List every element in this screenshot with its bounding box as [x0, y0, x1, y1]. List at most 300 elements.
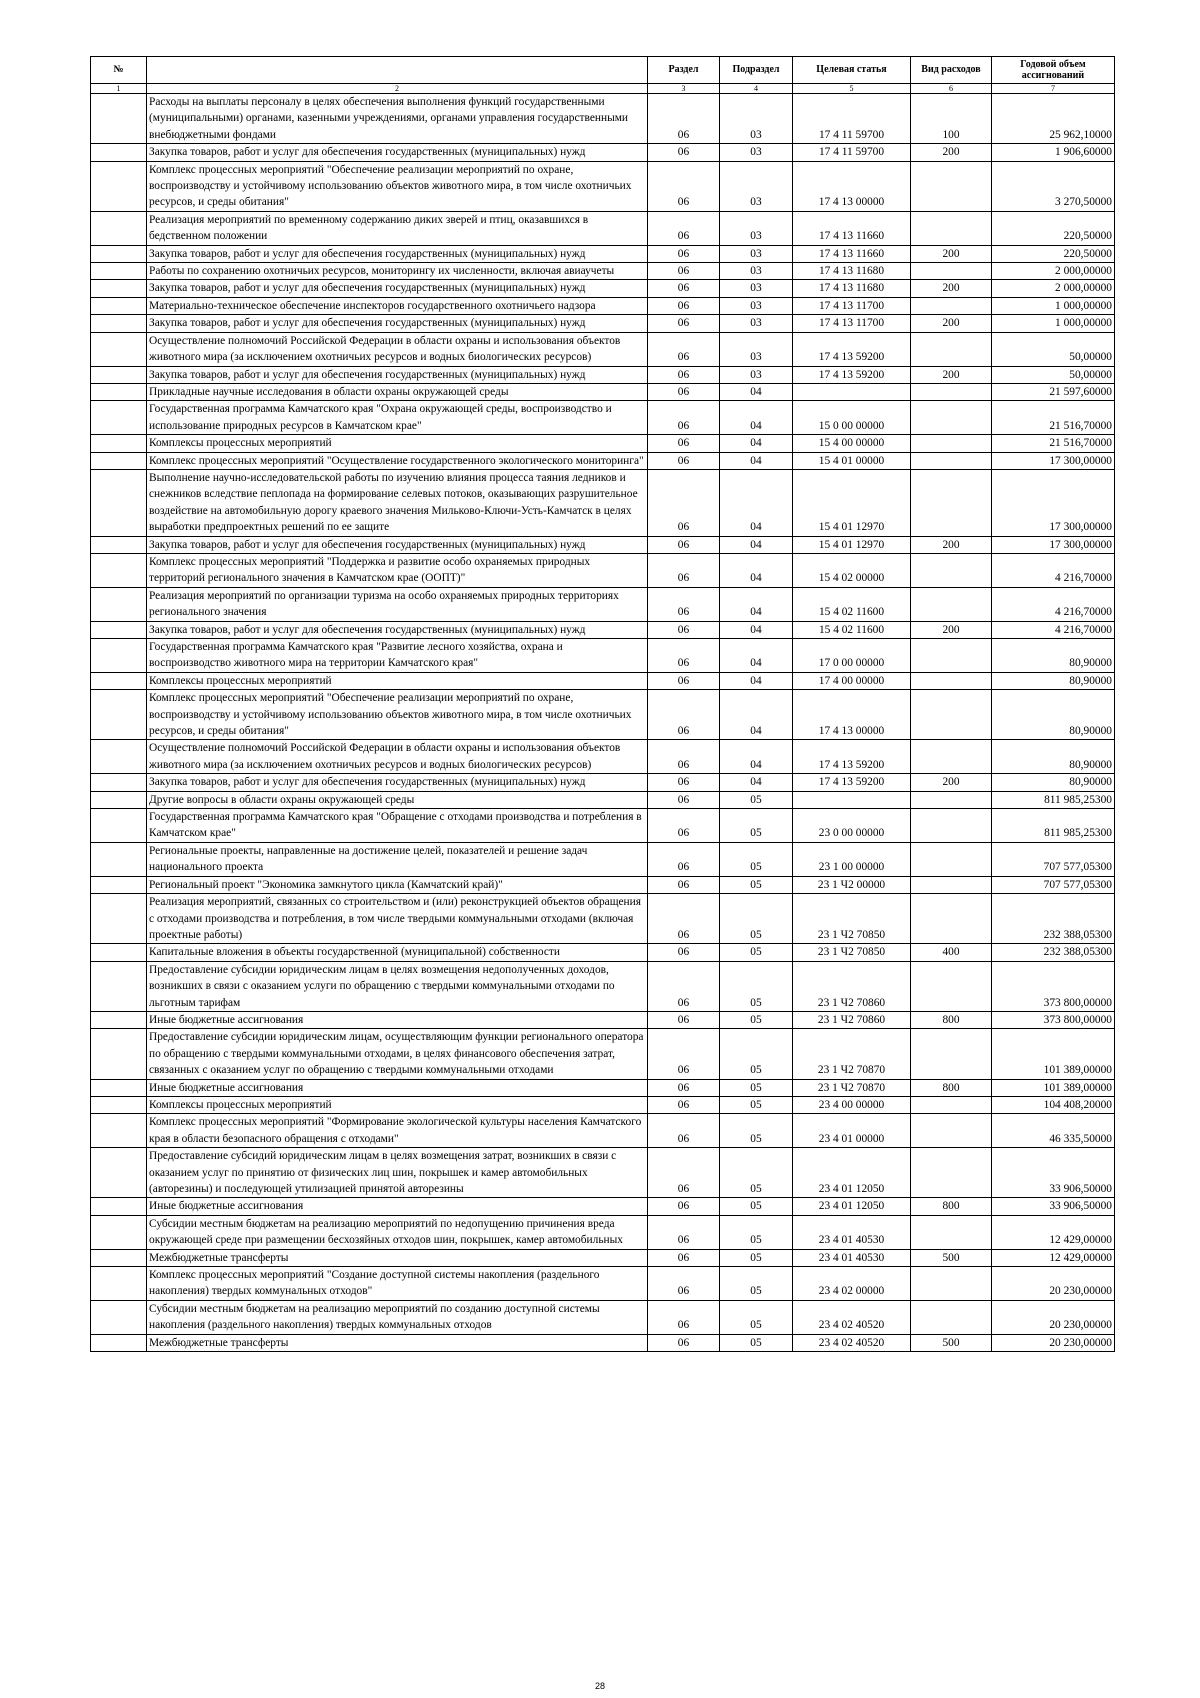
row-num [91, 1198, 147, 1215]
row-razdel: 06 [648, 536, 720, 553]
column-number: 5 [793, 84, 911, 94]
row-amount: 80,90000 [992, 740, 1115, 774]
row-vid [911, 211, 992, 245]
row-razdel: 06 [648, 1114, 720, 1148]
row-vid [911, 690, 992, 740]
table-row [91, 297, 1115, 314]
row-num [91, 94, 147, 144]
row-num [91, 1029, 147, 1079]
row-podrazdel: 05 [720, 842, 793, 876]
row-razdel: 06 [648, 1198, 720, 1215]
table-row [91, 245, 1115, 262]
row-num [91, 690, 147, 740]
row-num [91, 876, 147, 893]
row-target: 17 4 13 59200 [793, 332, 911, 366]
row-razdel: 06 [648, 332, 720, 366]
row-podrazdel: 04 [720, 639, 793, 673]
row-name: Осуществление полномочий Российской Федерации в области охраны и использования объектов животного мира (за исключением охотничьих ресурсов и водных биологических ресурсов) [147, 740, 648, 774]
row-num [91, 1267, 147, 1301]
row-name: Предоставление субсидий юридическим лицам в целях возмещения затрат, возникших в связи с оказанием услуг по принятию от физических лиц шин, покрышек и камер автомобильных (авторезины) и последующей утилизацией принятой авторезины [147, 1148, 648, 1198]
row-podrazdel: 05 [720, 1198, 793, 1215]
row-razdel: 06 [648, 1215, 720, 1249]
header-name [147, 57, 648, 84]
row-razdel: 06 [648, 774, 720, 791]
row-razdel: 06 [648, 1300, 720, 1334]
row-target: 17 4 13 11700 [793, 315, 911, 332]
row-razdel: 06 [648, 401, 720, 435]
row-amount: 12 429,00000 [992, 1215, 1115, 1249]
row-vid [911, 435, 992, 452]
row-razdel: 06 [648, 842, 720, 876]
row-podrazdel: 05 [720, 809, 793, 843]
row-podrazdel: 05 [720, 1334, 793, 1351]
row-razdel: 06 [648, 452, 720, 469]
row-podrazdel: 04 [720, 435, 793, 452]
row-amount: 220,50000 [992, 211, 1115, 245]
row-razdel: 06 [648, 894, 720, 944]
row-podrazdel: 03 [720, 297, 793, 314]
row-name: Закупка товаров, работ и услуг для обеспечения государственных (муниципальных) нужд [147, 280, 648, 297]
row-num [91, 315, 147, 332]
page-number: 28 [594, 1681, 605, 1691]
row-target: 17 4 13 11680 [793, 263, 911, 280]
row-amount: 4 216,70000 [992, 553, 1115, 587]
table-row [91, 1029, 1115, 1079]
column-number: 4 [720, 84, 793, 94]
table-row [91, 876, 1115, 893]
row-podrazdel: 05 [720, 1249, 793, 1266]
column-number: 7 [992, 84, 1115, 94]
row-num [91, 332, 147, 366]
row-podrazdel: 04 [720, 469, 793, 536]
header-razdel: Раздел [648, 57, 720, 84]
row-razdel: 06 [648, 1079, 720, 1096]
row-podrazdel: 04 [720, 452, 793, 469]
row-amount: 1 000,00000 [992, 297, 1115, 314]
table-row [91, 553, 1115, 587]
row-amount: 20 230,00000 [992, 1267, 1115, 1301]
row-num [91, 1148, 147, 1198]
row-target: 17 4 13 59200 [793, 366, 911, 383]
row-podrazdel: 05 [720, 1267, 793, 1301]
row-razdel: 06 [648, 639, 720, 673]
row-target: 17 4 13 00000 [793, 690, 911, 740]
row-podrazdel: 04 [720, 672, 793, 689]
row-target: 15 4 01 00000 [793, 452, 911, 469]
row-target: 17 4 13 11660 [793, 245, 911, 262]
row-target: 17 4 13 11660 [793, 211, 911, 245]
row-vid [911, 1114, 992, 1148]
row-vid: 400 [911, 944, 992, 961]
row-target: 23 4 01 00000 [793, 1114, 911, 1148]
row-vid [911, 1029, 992, 1079]
row-razdel: 06 [648, 1267, 720, 1301]
table-row [91, 435, 1115, 452]
row-razdel: 06 [648, 1148, 720, 1198]
row-vid [911, 1215, 992, 1249]
row-name: Прикладные научные исследования в области охраны окружающей среды [147, 383, 648, 400]
row-num [91, 366, 147, 383]
row-target: 23 1 Ч2 70850 [793, 894, 911, 944]
row-amount: 80,90000 [992, 690, 1115, 740]
row-razdel: 06 [648, 469, 720, 536]
row-razdel: 06 [648, 1096, 720, 1113]
row-name: Капитальные вложения в объекты государственной (муниципальной) собственности [147, 944, 648, 961]
row-amount: 2 000,00000 [992, 263, 1115, 280]
row-podrazdel: 05 [720, 894, 793, 944]
row-name: Предоставление субсидии юридическим лицам в целях возмещения недополученных доходов, возникших в связи с оказанием услуги по обращению с твердыми коммунальными отходами по льготным тарифам [147, 961, 648, 1011]
row-name: Государственная программа Камчатского края "Охрана окружающей среды, воспроизводство и использование природных ресурсов в Камчатском крае" [147, 401, 648, 435]
row-podrazdel: 03 [720, 245, 793, 262]
row-razdel: 06 [648, 961, 720, 1011]
row-name: Государственная программа Камчатского края "Развитие лесного хозяйства, охрана и воспроизводство животного мира на территории Камчатского края" [147, 639, 648, 673]
row-podrazdel: 03 [720, 315, 793, 332]
row-vid: 200 [911, 280, 992, 297]
table-row [91, 944, 1115, 961]
row-razdel: 06 [648, 1334, 720, 1351]
table-row [91, 690, 1115, 740]
table-row [91, 809, 1115, 843]
row-razdel: 06 [648, 1029, 720, 1079]
row-target: 17 4 00 00000 [793, 672, 911, 689]
row-target: 15 4 02 11600 [793, 587, 911, 621]
row-amount: 232 388,05300 [992, 894, 1115, 944]
row-vid: 800 [911, 1011, 992, 1028]
row-razdel: 06 [648, 383, 720, 400]
row-amount: 1 906,60000 [992, 144, 1115, 161]
row-podrazdel: 04 [720, 553, 793, 587]
row-razdel: 06 [648, 245, 720, 262]
table-row [91, 536, 1115, 553]
row-name: Реализация мероприятий, связанных со строительством и (или) реконструкцией объектов обращения с отходами производства и потребления, в том числе твердыми коммунальными отходами (включая проектные работы) [147, 894, 648, 944]
row-vid [911, 791, 992, 808]
row-target: 23 0 00 00000 [793, 809, 911, 843]
row-num [91, 1215, 147, 1249]
row-amount: 101 389,00000 [992, 1029, 1115, 1079]
row-target: 23 1 Ч2 00000 [793, 876, 911, 893]
row-amount: 707 577,05300 [992, 842, 1115, 876]
row-name: Реализация мероприятий по временному содержанию диких зверей и птиц, оказавшихся в бедственном положении [147, 211, 648, 245]
row-vid: 800 [911, 1198, 992, 1215]
row-name: Субсидии местным бюджетам на реализацию мероприятий по недопущению причинения вреда окружающей среде при размещении бесхозяйных отходов шин, покрышек, камер автомобильных [147, 1215, 648, 1249]
row-vid [911, 842, 992, 876]
row-podrazdel: 03 [720, 94, 793, 144]
row-razdel: 06 [648, 435, 720, 452]
row-vid [911, 297, 992, 314]
table-row [91, 1267, 1115, 1301]
table-row [91, 1079, 1115, 1096]
row-target: 17 4 13 59200 [793, 774, 911, 791]
row-razdel: 06 [648, 1011, 720, 1028]
row-num [91, 211, 147, 245]
row-name: Закупка товаров, работ и услуг для обеспечения государственных (муниципальных) нужд [147, 774, 648, 791]
row-amount: 3 270,50000 [992, 161, 1115, 211]
table-row [91, 469, 1115, 536]
row-amount: 50,00000 [992, 332, 1115, 366]
row-target: 15 4 00 00000 [793, 435, 911, 452]
row-name: Закупка товаров, работ и услуг для обеспечения государственных (муниципальных) нужд [147, 144, 648, 161]
row-num [91, 1300, 147, 1334]
row-amount: 811 985,25300 [992, 809, 1115, 843]
row-num [91, 1011, 147, 1028]
row-razdel: 06 [648, 263, 720, 280]
row-amount: 33 906,50000 [992, 1198, 1115, 1215]
row-amount: 1 000,00000 [992, 315, 1115, 332]
row-name: Комплекс процессных мероприятий "Формирование экологической культуры населения Камчатского края в области безопасного обращения с отходами" [147, 1114, 648, 1148]
row-num [91, 740, 147, 774]
row-podrazdel: 05 [720, 1029, 793, 1079]
row-razdel: 06 [648, 161, 720, 211]
budget-table-sheet [90, 56, 1114, 1352]
table-row [91, 961, 1115, 1011]
row-vid: 800 [911, 1079, 992, 1096]
row-name: Комплексы процессных мероприятий [147, 672, 648, 689]
row-podrazdel: 05 [720, 1011, 793, 1028]
row-vid [911, 894, 992, 944]
table-row [91, 740, 1115, 774]
row-vid [911, 876, 992, 893]
row-razdel: 06 [648, 553, 720, 587]
row-num [91, 809, 147, 843]
row-podrazdel: 05 [720, 1300, 793, 1334]
row-target: 15 4 02 00000 [793, 553, 911, 587]
row-name: Комплекс процессных мероприятий "Обеспечение реализации мероприятий по охране, воспроизводству и устойчивому использованию объектов животного мира, в том числе охотничьих ресурсов, и среды обитания" [147, 690, 648, 740]
row-vid [911, 161, 992, 211]
row-target: 17 0 00 00000 [793, 639, 911, 673]
row-num [91, 587, 147, 621]
row-target: 23 1 Ч2 70850 [793, 944, 911, 961]
row-name: Иные бюджетные ассигнования [147, 1198, 648, 1215]
row-name: Закупка товаров, работ и услуг для обеспечения государственных (муниципальных) нужд [147, 245, 648, 262]
row-amount: 4 216,70000 [992, 621, 1115, 638]
row-name: Государственная программа Камчатского края "Обращение с отходами производства и потребления в Камчатском крае" [147, 809, 648, 843]
row-amount: 33 906,50000 [992, 1148, 1115, 1198]
row-podrazdel: 03 [720, 280, 793, 297]
row-target: 23 1 Ч2 70860 [793, 961, 911, 1011]
row-num [91, 452, 147, 469]
row-amount: 21 516,70000 [992, 435, 1115, 452]
header-podrazdel: Подраздел [720, 57, 793, 84]
header-vid: Вид расходов [911, 57, 992, 84]
row-razdel: 06 [648, 366, 720, 383]
table-row [91, 383, 1115, 400]
row-target: 23 4 02 40520 [793, 1300, 911, 1334]
row-name: Комплекс процессных мероприятий "Создание доступной системы накопления (раздельного накопления) твердых коммунальных отходов" [147, 1267, 648, 1301]
row-amount: 4 216,70000 [992, 587, 1115, 621]
row-num [91, 672, 147, 689]
row-num [91, 144, 147, 161]
table-row [91, 280, 1115, 297]
table-row [91, 1148, 1115, 1198]
row-razdel: 06 [648, 876, 720, 893]
row-target: 23 4 01 40530 [793, 1215, 911, 1249]
row-name: Другие вопросы в области охраны окружающей среды [147, 791, 648, 808]
row-num [91, 297, 147, 314]
row-name: Закупка товаров, работ и услуг для обеспечения государственных (муниципальных) нужд [147, 315, 648, 332]
row-podrazdel: 03 [720, 332, 793, 366]
table-header-row [91, 57, 1115, 84]
column-number: 1 [91, 84, 147, 94]
table-row [91, 1334, 1115, 1351]
table-row [91, 315, 1115, 332]
table-row [91, 452, 1115, 469]
row-vid: 200 [911, 144, 992, 161]
row-amount: 373 800,00000 [992, 961, 1115, 1011]
row-name: Выполнение научно-исследовательской работы по изучению влияния процесса таяния ледников и снежников вследствие пеплопада на формирование селевых потоков, оказывающих разрушительное воздействие на автомобильную дорогу краевого значения Мильково-Ключи-Усть-Камчатск в целях выработки предпроектных решений по ее защите [147, 469, 648, 536]
row-name: Предоставление субсидии юридическим лицам, осуществляющим функции регионального оператора по обращению с твердыми коммунальными отходами, в целях финансового обеспечения затрат, связанных с оказанием услуг по обращению с твердыми коммунальными отходами [147, 1029, 648, 1079]
row-target: 23 1 Ч2 70860 [793, 1011, 911, 1028]
row-vid [911, 1148, 992, 1198]
row-num [91, 553, 147, 587]
row-target: 23 4 01 12050 [793, 1198, 911, 1215]
row-podrazdel: 04 [720, 690, 793, 740]
row-razdel: 06 [648, 672, 720, 689]
row-podrazdel: 05 [720, 1079, 793, 1096]
row-razdel: 06 [648, 621, 720, 638]
row-name: Расходы на выплаты персоналу в целях обеспечения выполнения функций государственными (муниципальными) органами, казенными учреждениями, органами управления государственными внебюджетными фондами [147, 94, 648, 144]
row-target: 17 4 13 11680 [793, 280, 911, 297]
row-num [91, 536, 147, 553]
row-vid [911, 1300, 992, 1334]
row-num [91, 161, 147, 211]
table-row [91, 1249, 1115, 1266]
table-row [91, 639, 1115, 673]
row-amount: 101 389,00000 [992, 1079, 1115, 1096]
row-name: Комплексы процессных мероприятий [147, 435, 648, 452]
table-row [91, 401, 1115, 435]
row-num [91, 401, 147, 435]
row-amount: 21 516,70000 [992, 401, 1115, 435]
row-amount: 80,90000 [992, 672, 1115, 689]
table-row [91, 94, 1115, 144]
row-vid: 200 [911, 315, 992, 332]
row-amount: 46 335,50000 [992, 1114, 1115, 1148]
row-podrazdel: 05 [720, 1215, 793, 1249]
row-name: Закупка товаров, работ и услуг для обеспечения государственных (муниципальных) нужд [147, 536, 648, 553]
row-amount: 20 230,00000 [992, 1300, 1115, 1334]
row-amount: 17 300,00000 [992, 469, 1115, 536]
row-podrazdel: 04 [720, 774, 793, 791]
row-num [91, 435, 147, 452]
row-num [91, 1249, 147, 1266]
row-name: Закупка товаров, работ и услуг для обеспечения государственных (муниципальных) нужд [147, 621, 648, 638]
row-amount: 232 388,05300 [992, 944, 1115, 961]
table-row [91, 672, 1115, 689]
column-number: 2 [147, 84, 648, 94]
row-num [91, 774, 147, 791]
row-target: 23 1 Ч2 70870 [793, 1029, 911, 1079]
row-num [91, 944, 147, 961]
row-name: Комплексы процессных мероприятий [147, 1096, 648, 1113]
row-num [91, 1079, 147, 1096]
row-num [91, 1334, 147, 1351]
row-amount: 373 800,00000 [992, 1011, 1115, 1028]
row-name: Иные бюджетные ассигнования [147, 1011, 648, 1028]
row-vid [911, 452, 992, 469]
row-target: 23 1 00 00000 [793, 842, 911, 876]
table-row [91, 1215, 1115, 1249]
row-podrazdel: 05 [720, 1148, 793, 1198]
row-target: 17 4 13 11700 [793, 297, 911, 314]
row-name: Реализация мероприятий по организации туризма на особо охраняемых природных территориях регионального значения [147, 587, 648, 621]
table-row [91, 211, 1115, 245]
row-num [91, 263, 147, 280]
row-podrazdel: 04 [720, 587, 793, 621]
row-name: Комплекс процессных мероприятий "Обеспечение реализации мероприятий по охране, воспроизводству и устойчивому использованию объектов животного мира, в том числе охотничьих ресурсов, и среды обитания" [147, 161, 648, 211]
table-row [91, 1096, 1115, 1113]
row-name: Межбюджетные трансферты [147, 1249, 648, 1266]
row-podrazdel: 05 [720, 961, 793, 1011]
row-podrazdel: 05 [720, 1096, 793, 1113]
row-vid [911, 639, 992, 673]
row-target: 17 4 13 00000 [793, 161, 911, 211]
table-row [91, 366, 1115, 383]
row-vid [911, 383, 992, 400]
row-amount: 50,00000 [992, 366, 1115, 383]
budget-table [90, 56, 1115, 1352]
row-amount: 17 300,00000 [992, 452, 1115, 469]
row-name: Комплекс процессных мероприятий "Поддержка и развитие особо охраняемых природных территорий регионального значения в Камчатском крае (ООПТ)" [147, 553, 648, 587]
row-vid [911, 263, 992, 280]
row-vid [911, 332, 992, 366]
row-razdel: 06 [648, 280, 720, 297]
row-name: Иные бюджетные ассигнования [147, 1079, 648, 1096]
row-razdel: 06 [648, 809, 720, 843]
table-row [91, 621, 1115, 638]
row-name: Работы по сохранению охотничьих ресурсов, мониторингу их численности, включая авиаучеты [147, 263, 648, 280]
column-number: 6 [911, 84, 992, 94]
row-podrazdel: 05 [720, 876, 793, 893]
row-podrazdel: 04 [720, 536, 793, 553]
row-podrazdel: 03 [720, 263, 793, 280]
row-vid: 200 [911, 536, 992, 553]
row-name: Региональный проект "Экономика замкнутого цикла (Камчатский край)" [147, 876, 648, 893]
row-num [91, 280, 147, 297]
row-target: 23 4 02 00000 [793, 1267, 911, 1301]
table-row [91, 791, 1115, 808]
row-target: 17 4 11 59700 [793, 94, 911, 144]
row-razdel: 06 [648, 1249, 720, 1266]
row-podrazdel: 03 [720, 211, 793, 245]
table-row [91, 1300, 1115, 1334]
row-razdel: 06 [648, 211, 720, 245]
table-row [91, 842, 1115, 876]
column-number-row [91, 84, 1115, 94]
row-num [91, 621, 147, 638]
column-number: 3 [648, 84, 720, 94]
row-amount: 17 300,00000 [992, 536, 1115, 553]
row-target: 15 4 01 12970 [793, 536, 911, 553]
row-podrazdel: 05 [720, 791, 793, 808]
row-target: 23 4 00 00000 [793, 1096, 911, 1113]
row-amount: 707 577,05300 [992, 876, 1115, 893]
table-body [91, 94, 1115, 1352]
row-vid: 500 [911, 1334, 992, 1351]
table-row [91, 332, 1115, 366]
row-target [793, 791, 911, 808]
row-podrazdel: 04 [720, 383, 793, 400]
row-razdel: 06 [648, 94, 720, 144]
row-name: Осуществление полномочий Российской Федерации в области охраны и использования объектов животного мира (за исключением охотничьих ресурсов и водных биологических ресурсов) [147, 332, 648, 366]
table-row [91, 774, 1115, 791]
row-razdel: 06 [648, 297, 720, 314]
row-target: 15 4 01 12970 [793, 469, 911, 536]
row-num [91, 1096, 147, 1113]
row-target: 17 4 13 59200 [793, 740, 911, 774]
row-vid [911, 1267, 992, 1301]
header-target: Целевая статья [793, 57, 911, 84]
row-num [91, 245, 147, 262]
